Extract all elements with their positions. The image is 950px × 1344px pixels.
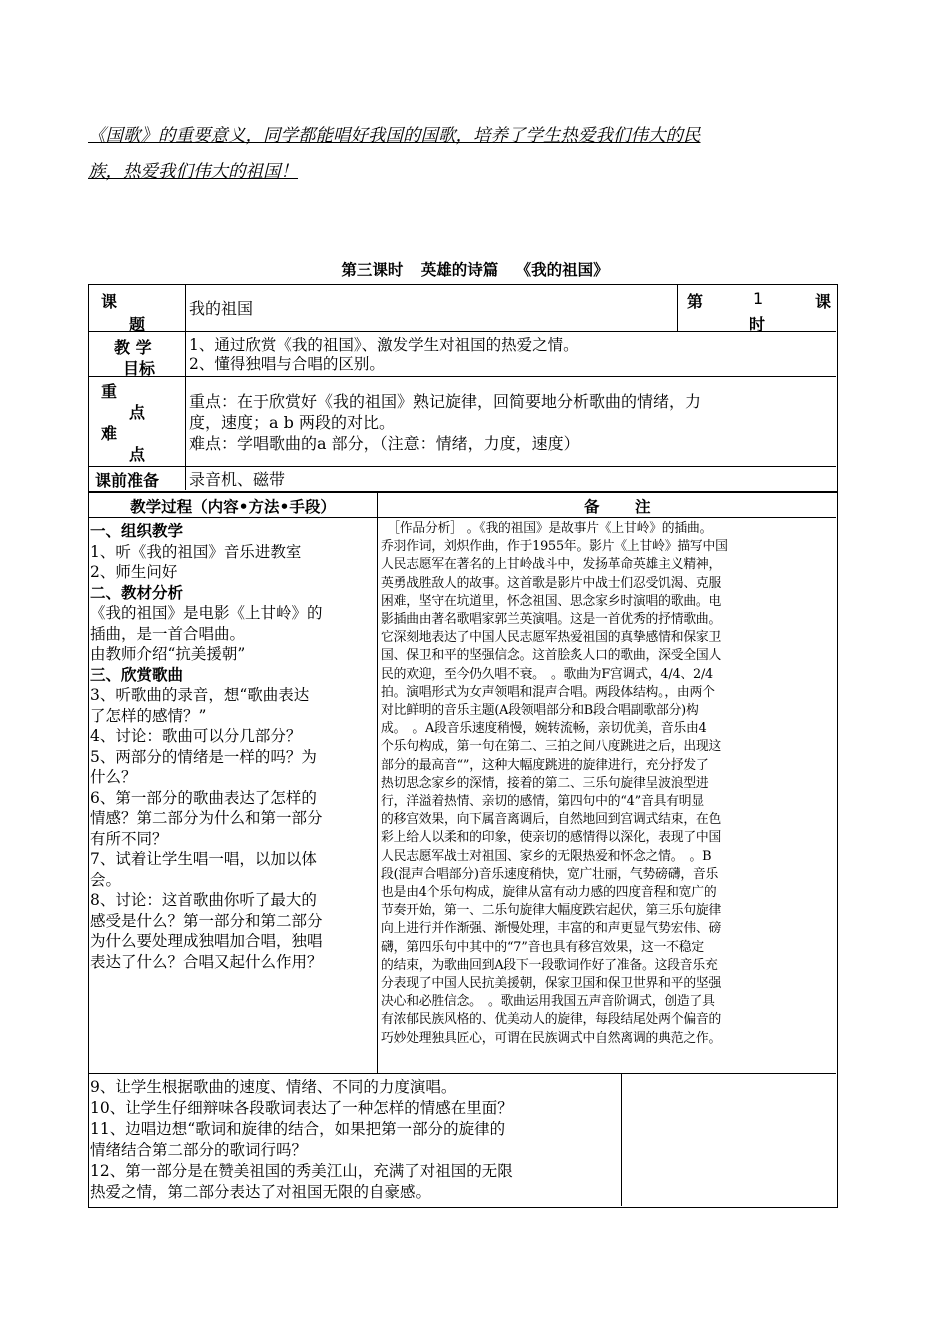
topic-value: 我的祖国 xyxy=(189,299,254,318)
process-line: 由教师介绍“抗美援朝” xyxy=(90,645,246,663)
note-line: 拍。演唱形式为女声领唱和混声合唱。两段体结构。，由两个 xyxy=(381,684,715,700)
key-point-line: 度，速度；a b 两段的对比。 xyxy=(189,413,395,432)
note-line: 民的欢迎，至今仍久唱不衰。 。歌曲为F宫调式，4/4、2/4 xyxy=(381,666,713,682)
note-line: 困难，坚守在坑道里，怀念祖国、思念家乡时演唱的歌曲。电 xyxy=(381,593,722,609)
note-line: 部分的最高音“”，这种大幅度跳进的旋律进行，充分抒发了 xyxy=(381,757,709,773)
goals-label: 教 学 目标 xyxy=(114,338,156,378)
prep-value: 录音机、磁带 xyxy=(189,470,286,489)
key-points-text xyxy=(189,391,701,454)
process-line: 2、师生问好 xyxy=(90,563,178,581)
note-line: 个乐句构成，第一句在第二、三拍之间八度跳进之后，出现这 xyxy=(381,739,722,755)
note-line: 人民志愿军战士对祖国、家乡的无限热爱和怀念之情。 。B xyxy=(381,848,712,864)
note-line: 段(混声合唱部分)音乐速度稍快，宽广壮丽，气势磅礴，音乐 xyxy=(381,866,719,882)
intro-paragraph xyxy=(88,118,788,190)
process-line: 4、讨论：歌曲可以分几部分？ xyxy=(90,727,302,745)
process-line: 5、两部分的情绪是一样的吗？为 xyxy=(90,747,317,766)
goal-item: 2、懂得独唱与合唱的区别。 xyxy=(189,355,385,373)
process-line: 插曲，是一首合唱曲。 xyxy=(90,624,246,643)
note-line: 向上进行并作渐强、渐慢处理，丰富的和声更显气势宏伟、磅 xyxy=(381,921,722,937)
note-line: 它深刻地表达了中国人民志愿军热爱祖国的真挚感情和保家卫 xyxy=(381,630,722,646)
process-line: 1、听《我的祖国》音乐进教室 xyxy=(90,542,302,561)
step-line: 热爱之情，第二部分表达了对祖国无限的自豪感。 xyxy=(90,1183,432,1201)
lesson-title xyxy=(0,258,950,280)
process-line: 有所不同？ xyxy=(90,829,168,848)
goal-item: 1、通过欣赏《我的祖国》、激发学生对祖国的热爱之情。 xyxy=(189,336,579,354)
note-line: 也是由4个乐句构成，旋律从富有动力感的四度音程和宽广的 xyxy=(381,885,717,901)
note-line: 礴，第四乐句中其中的“7”音也具有移宫效果，这一不稳定 xyxy=(381,939,704,955)
note-line: ［作品分析］ 。《我的祖国》是故事片《上甘岭》的插曲。 xyxy=(381,521,713,536)
lesson-title-theme: 英雄的诗篇 xyxy=(420,261,499,279)
step-line: 10、让学生仔细辩味各段歌词表达了一种怎样的情感在里面？ xyxy=(90,1099,513,1117)
work-analysis-notes xyxy=(381,520,834,1048)
process-line: 什么？ xyxy=(90,768,137,786)
process-line: 3、听歌曲的录音，想“歌曲表达 xyxy=(90,686,310,704)
process-line: 《我的祖国》是电影《上甘岭》的 xyxy=(90,604,323,622)
note-line: 的移宫效果，向下属音离调后，自然地回到宫调式结束，在色 xyxy=(381,812,722,828)
key-point-line: 重点：在于欣赏好《我的祖国》熟记旋律，回简要地分析歌曲的情绪，力 xyxy=(189,392,702,411)
goals-list xyxy=(189,336,579,374)
process-line: 7、试着让学生唱一唱，以加以体 xyxy=(90,850,317,868)
step-line: 情绪结合第二部分的歌词行吗？ xyxy=(90,1141,308,1159)
note-line: 有浓郁民族风格的、优美动人的旋律，每段结尾处两个偏音的 xyxy=(381,1012,722,1028)
note-line: 热切思念家乡的深情，接着的第二、三乐句旋律呈波浪型进 xyxy=(381,775,709,791)
note-line: 节奏开始，第一、二乐句旋律大幅度跌宕起伏，第三乐句旋律 xyxy=(381,903,722,919)
section-heading: 二、教材分析 xyxy=(90,583,184,602)
process-line: 8、讨论：这首歌曲你听了最大的 xyxy=(90,891,317,909)
process-table xyxy=(88,492,838,1208)
process-line: 表达了什么？合唱又起什么作用？ xyxy=(90,952,323,971)
process-header: 教学过程（内容•方法•手段） xyxy=(130,498,336,516)
note-line: 的结束，为歌曲回到A段下一段歌词作好了准备。这段音乐充 xyxy=(381,957,718,973)
lesson-title-period: 第三课时 xyxy=(341,261,404,279)
process-line: 了怎样的感情？” xyxy=(90,706,207,725)
process-line: 为什么要处理成独唱加合唱，独唱 xyxy=(90,932,323,950)
process-line: 感受是什么？第一部分和第二部分 xyxy=(90,911,323,930)
note-line: 分表现了中国人民抗美援朝，保家卫国和保卫世界和平的坚强 xyxy=(381,976,722,992)
lesson-info-table xyxy=(88,284,838,492)
note-line: 英勇战胜敌人的故事。这首歌是影片中战士们忍受饥渴、克服 xyxy=(381,575,722,591)
note-line: 对比鲜明的音乐主题(A段领唱部分和B段合唱副歌部分)构 xyxy=(381,703,699,719)
lesson-title-song: 《我的祖国》 xyxy=(515,261,609,279)
prep-label: 课前准备 xyxy=(95,471,160,490)
note-line: 成。 。A段音乐速度稍慢，婉转流畅，亲切优美，音乐由4 xyxy=(381,721,707,737)
intro-line-1: 《国歌》的重要意义，同学都能唱好我国的国歌，培养了学生热爱我们伟大的民 xyxy=(88,126,701,146)
intro-line-2: 族，热爱我们伟大的祖国！ xyxy=(88,162,298,182)
note-line: 人民志愿军在著名的上甘岭战斗中，发扬革命英雄主义精神， xyxy=(381,557,722,573)
key-points-label: 重 点 难 点 xyxy=(101,382,146,464)
step-line: 11、边唱边想“歌词和旋律的结合，如果把第一部分的旋律的 xyxy=(90,1120,506,1138)
process-line: 6、第一部分的歌曲表达了怎样的 xyxy=(90,788,317,807)
period-cell: 第 1 课 时 xyxy=(687,289,832,334)
process-line: 情感？第二部分为什么和第一部分 xyxy=(90,809,323,827)
notes-header: 备 注 xyxy=(584,498,651,516)
note-line: 巧妙处理独具匠心，可谓在民族调式中自然离调的典范之作。 xyxy=(381,1030,722,1046)
further-steps xyxy=(90,1077,620,1203)
key-point-line: 难点：学唱歌曲的a 部分，（注意：情绪，力度，速度） xyxy=(189,434,580,453)
section-heading: 三、欣赏歌曲 xyxy=(90,665,184,684)
note-line: 行，洋溢着热情、亲切的感情，第四句中的“4”音具有明显 xyxy=(381,794,704,810)
note-line: 国、保卫和平的坚强信念。这首脍炙人口的歌曲，深受全国人 xyxy=(381,648,722,664)
note-line: 乔羽作词，刘炽作曲，作于1955年。影片《上甘岭》描写中国 xyxy=(381,539,728,555)
step-line: 12、第一部分是在赞美祖国的秀美江山，充满了对祖国的无限 xyxy=(90,1162,513,1180)
process-line: 会。 xyxy=(90,870,122,889)
section-heading: 一、组织教学 xyxy=(90,522,184,540)
note-line: 彩上给人以柔和的印象，使亲切的感情得以深化，表现了中国 xyxy=(381,830,722,846)
note-line: 影插曲由著名歌唱家郭兰英演唱。这是一首优秀的抒情歌曲。 xyxy=(381,612,722,628)
topic-label: 课 题 xyxy=(101,292,146,334)
note-line: 决心和必胜信念。 。歌曲运用我国五声音阶调式，创造了具 xyxy=(381,994,715,1010)
teaching-process xyxy=(90,521,376,972)
step-line: 9、让学生根据歌曲的速度、情绪、不同的力度演唱。 xyxy=(90,1078,457,1096)
